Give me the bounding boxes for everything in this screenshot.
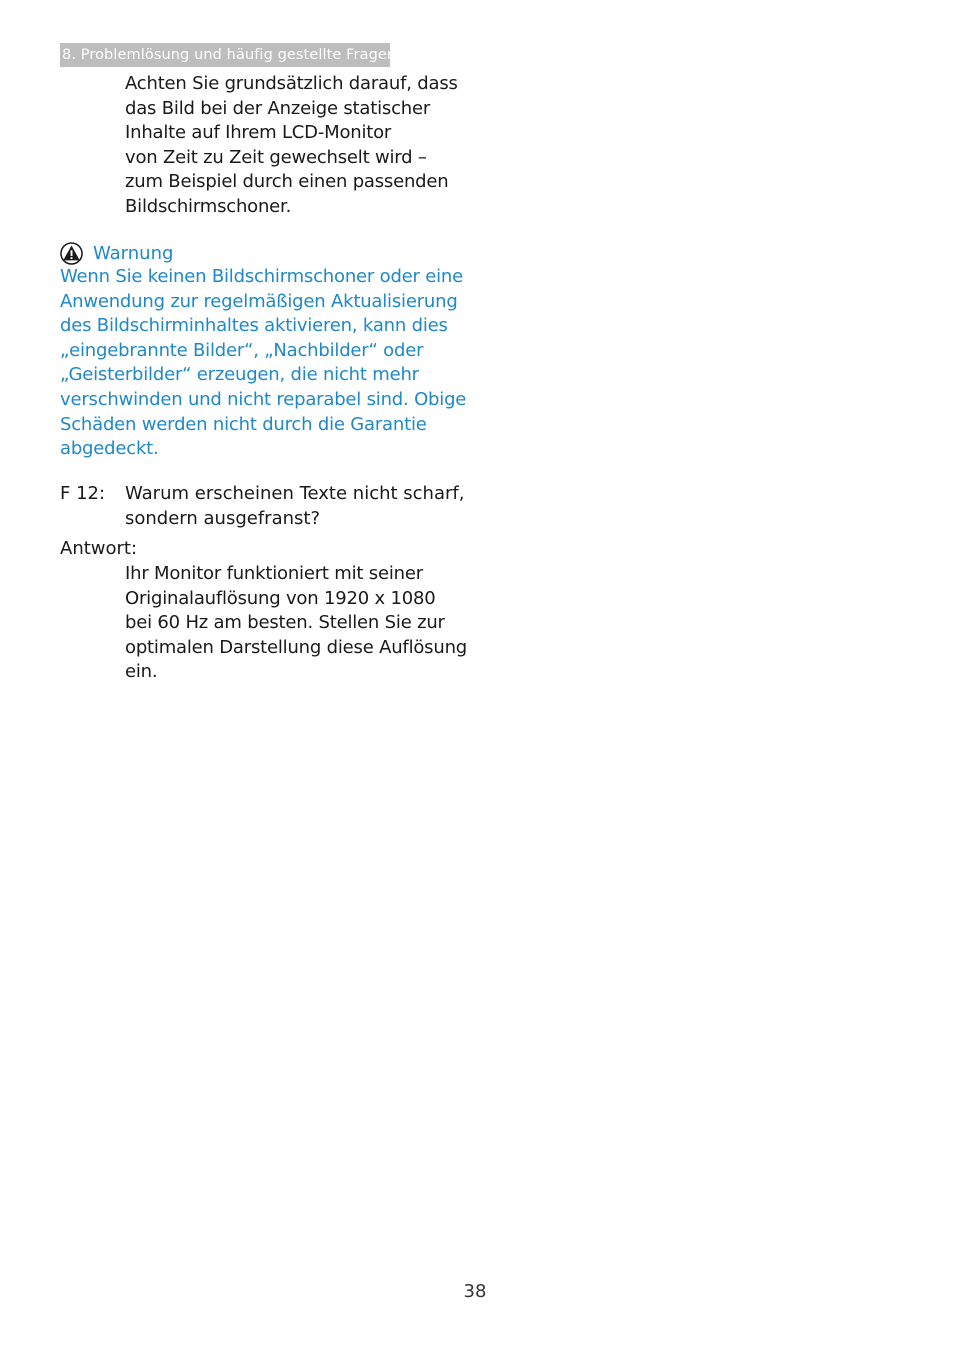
question-line: Warum erscheinen Texte nicht scharf, bbox=[125, 483, 465, 504]
warning-line: abgedeckt. bbox=[60, 438, 159, 460]
warning-line: Wenn Sie keinen Bildschirmschoner oder eine bbox=[60, 266, 464, 287]
answer-line: ein. bbox=[125, 661, 158, 683]
warning-line: „eingebrannte Bilder“, „Nachbilder“ oder bbox=[60, 339, 424, 361]
answer-label: Antwort: bbox=[60, 538, 138, 559]
intro-line: das Bild bei der Anzeige statischer bbox=[125, 97, 431, 119]
answer-line: Originalauflösung von 1920 x 1080 bbox=[125, 587, 436, 609]
warning-heading bbox=[60, 240, 173, 266]
intro-line: zum Beispiel durch einen passenden bbox=[125, 171, 449, 193]
warning-line: Anwendung zur regelmäßigen Aktualisierung bbox=[60, 290, 458, 312]
answer-line: Ihr Monitor funktioniert mit seiner bbox=[125, 563, 423, 584]
question-label: F 12: bbox=[60, 483, 106, 504]
intro-line: Inhalte auf Ihrem LCD-Monitor bbox=[125, 122, 392, 144]
question-line: sondern ausgefranst? bbox=[125, 507, 320, 529]
intro-paragraph bbox=[125, 72, 458, 220]
intro-line: Bildschirmschoner. bbox=[125, 195, 292, 217]
question-text bbox=[125, 482, 465, 531]
warning-line: verschwinden und nicht reparabel sind. Obige bbox=[60, 388, 467, 410]
warning-line: „Geisterbilder“ erzeugen, die nicht mehr bbox=[60, 364, 419, 386]
intro-line: von Zeit zu Zeit gewechselt wird – bbox=[125, 146, 427, 168]
answer-line: optimalen Darstellung diese Auflösung bbox=[125, 636, 468, 658]
warning-line: des Bildschirminhaltes aktivieren, kann dies bbox=[60, 315, 448, 337]
warning-text bbox=[60, 265, 467, 462]
answer-line: bei 60 Hz am besten. Stellen Sie zur bbox=[125, 612, 445, 634]
warning-title: Warnung bbox=[93, 242, 174, 264]
answer-text bbox=[125, 562, 468, 685]
warning-line: Schäden werden nicht durch die Garantie bbox=[60, 413, 427, 435]
warning-triangle-icon bbox=[60, 242, 83, 265]
page-number: 38 bbox=[463, 1281, 487, 1302]
intro-line: Achten Sie grundsätzlich darauf, dass bbox=[125, 73, 458, 94]
section-header: 8. Problemlösung und häufig gestellte Fragen bbox=[60, 43, 390, 67]
